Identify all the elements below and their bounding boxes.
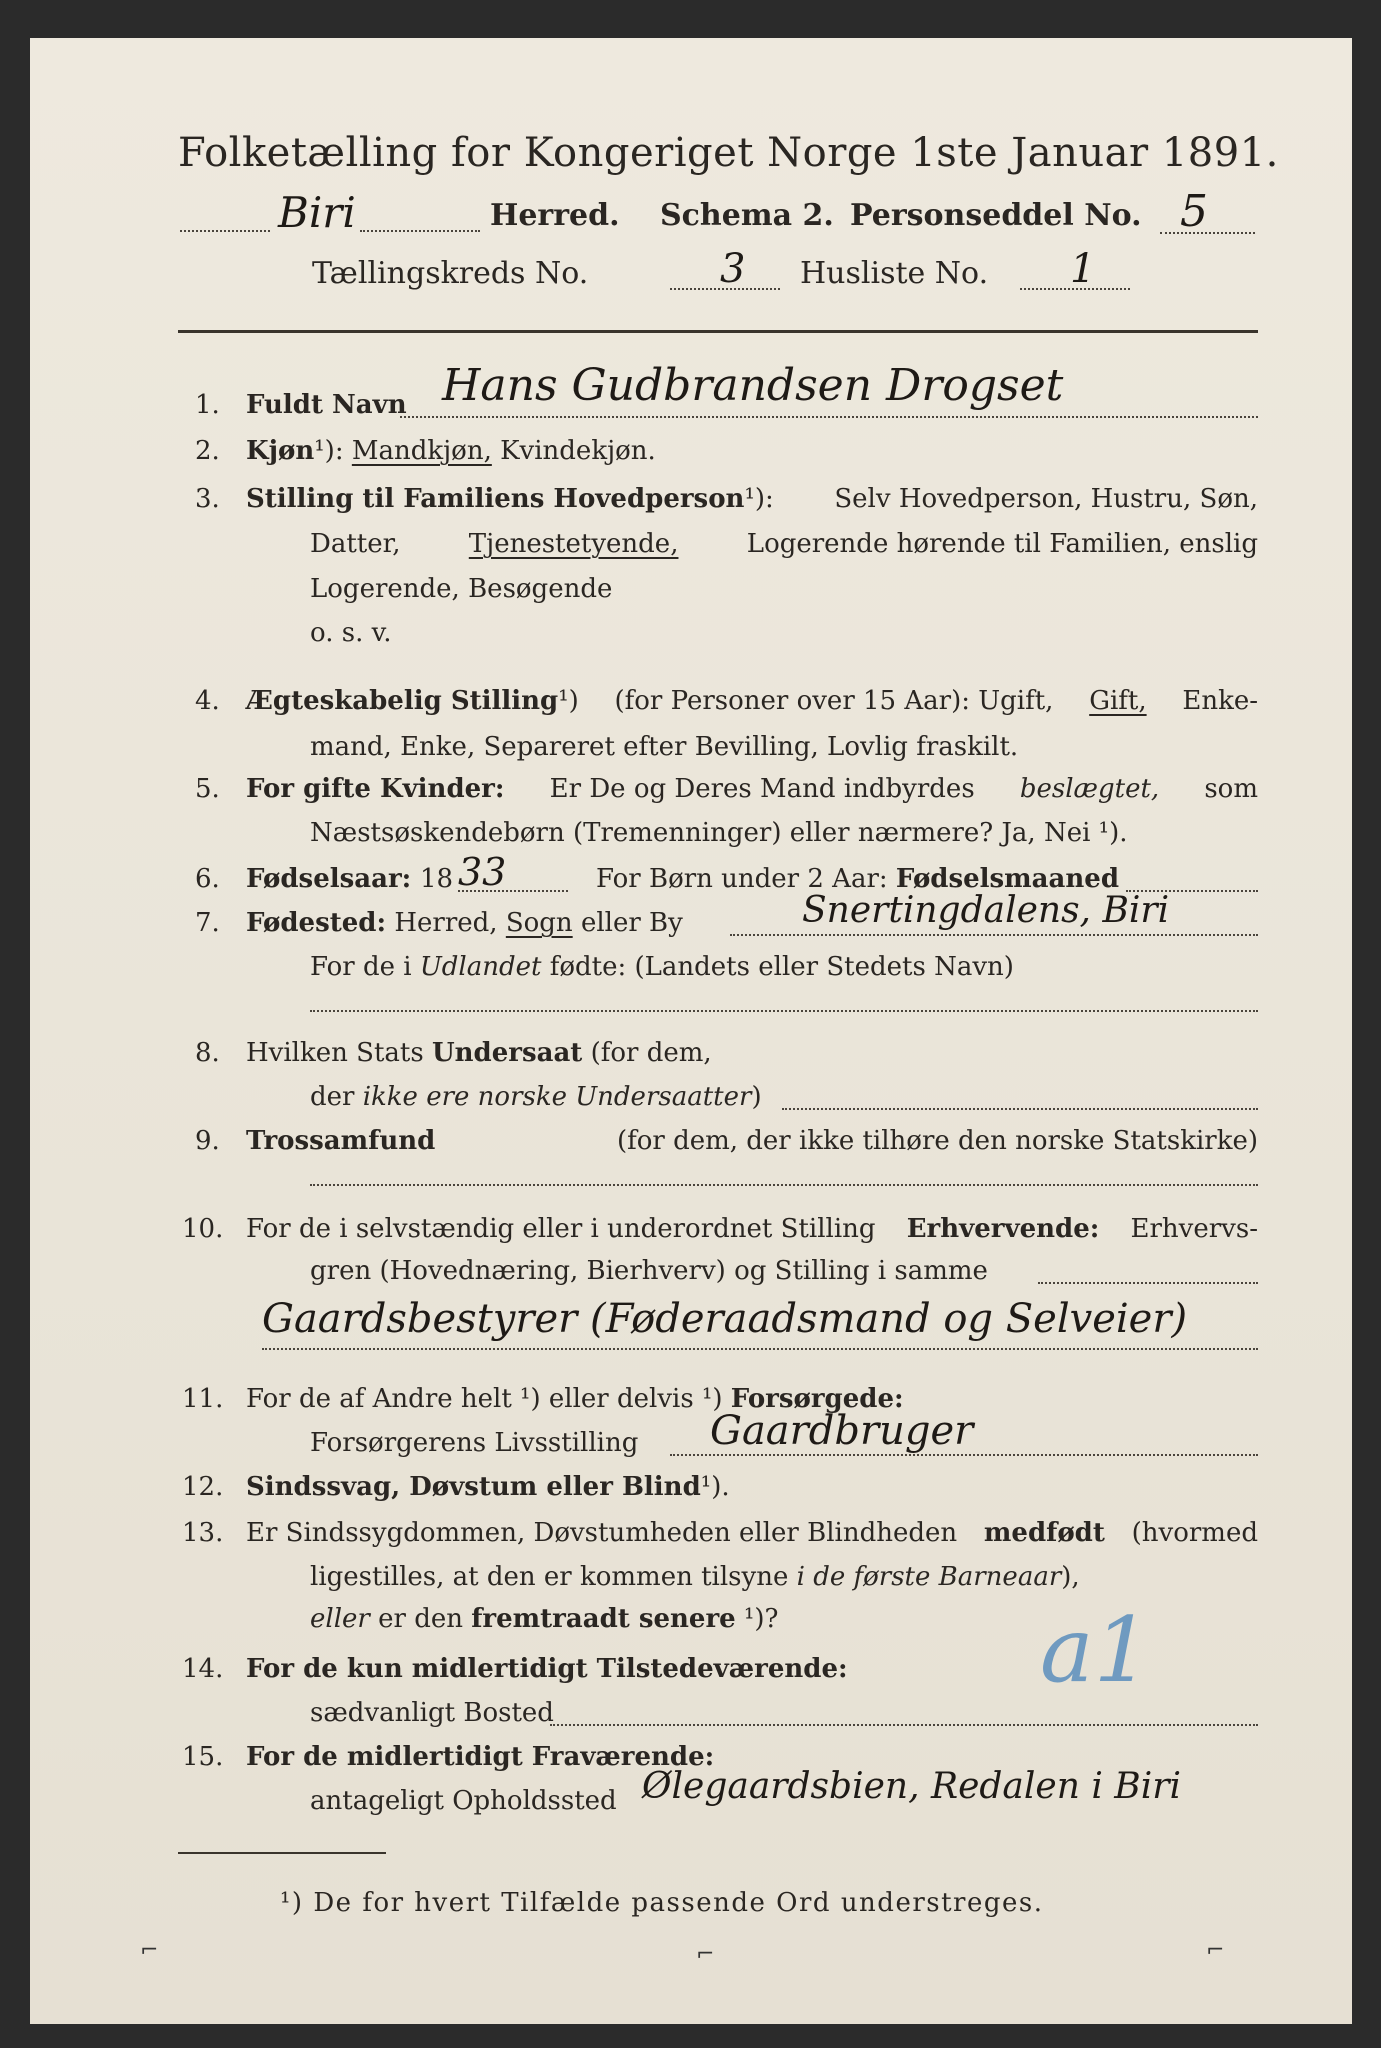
husliste-label: Husliste No. bbox=[800, 256, 989, 291]
trossamfund-text: (for dem, der ikke tilhøre den norske Statskirke) bbox=[616, 1126, 1258, 1156]
corner-mark-icon: ⌐ bbox=[696, 1942, 715, 1967]
footnote-ref: ¹): bbox=[744, 484, 774, 514]
stilling-line-2 bbox=[310, 529, 1258, 559]
medfodt-barneaar: i de første Barneaar bbox=[796, 1562, 1062, 1592]
trossamfund-line bbox=[246, 1126, 1258, 1156]
dotted-line bbox=[400, 416, 1258, 418]
medfodt-eller: eller bbox=[310, 1604, 370, 1634]
opholdssted-label: antageligt Opholdssted bbox=[310, 1786, 617, 1816]
footnote-ref: ¹) bbox=[558, 686, 579, 716]
item-number: 15. bbox=[182, 1742, 224, 1772]
personseddel-label: Personseddel No. bbox=[850, 198, 1142, 233]
stilling-osv: o. s. v. bbox=[310, 618, 392, 648]
fodselsaar-prefix: 18 bbox=[420, 864, 454, 894]
aegteskab-label: Ægteskabelig Stilling bbox=[246, 686, 559, 716]
kreds-handwritten: 3 bbox=[720, 246, 746, 292]
item-number: 14. bbox=[182, 1654, 224, 1684]
herred-handwritten: Biri bbox=[278, 188, 356, 237]
erhverv-line-2: gren (Hovednæring, Bierhverv) og Stilling i samme bbox=[310, 1256, 988, 1286]
medfodt-label: medfødt bbox=[983, 1518, 1105, 1548]
dotted-line bbox=[458, 890, 568, 892]
fuldt-navn-label: Fuldt Navn bbox=[246, 390, 407, 420]
fodselsaar-handwritten: 33 bbox=[458, 850, 507, 894]
aegteskab-options-1: (for Personer over 15 Aar): Ugift, bbox=[614, 686, 1054, 716]
census-form-sheet bbox=[30, 38, 1352, 2024]
erhverv-text-1: For de i selvstændig eller i underordnet Stilling bbox=[246, 1214, 876, 1244]
fravaerende-label: For de midlertidigt Fraværende: bbox=[246, 1742, 715, 1772]
medfodt-line-1 bbox=[246, 1518, 1258, 1548]
undersaat-paren: ) bbox=[751, 1082, 762, 1112]
personseddel-handwritten: 5 bbox=[1180, 186, 1208, 237]
husliste-handwritten: 1 bbox=[1070, 246, 1096, 292]
item-number: 10. bbox=[182, 1214, 224, 1244]
item-number: 8. bbox=[195, 1038, 220, 1068]
option-mandkjon: Mandkjøn, bbox=[351, 436, 492, 466]
dotted-line bbox=[550, 1724, 1258, 1726]
item-number: 4. bbox=[195, 686, 220, 716]
dotted-line bbox=[1038, 1282, 1258, 1284]
dotted-line bbox=[310, 1010, 1258, 1012]
blue-pencil-annotation: a1 bbox=[1040, 1598, 1151, 1703]
medfodt-er-den: er den bbox=[378, 1604, 463, 1634]
forsorget-text: For de af Andre helt ¹) eller delvis ¹) bbox=[246, 1384, 723, 1414]
dotted-line bbox=[1020, 288, 1130, 290]
medfodt-paren: ), bbox=[1061, 1562, 1080, 1592]
stilling-options-2: Logerende hørende til Familien, enslig bbox=[746, 529, 1258, 559]
undersaat-text-2: (for dem, bbox=[590, 1038, 712, 1068]
footnote-ref: ¹)? bbox=[743, 1604, 779, 1634]
fremtraadt-label: fremtraadt senere bbox=[471, 1604, 736, 1634]
fodested-label: Fødested: bbox=[246, 908, 387, 938]
livsstilling-handwritten: Gaardbruger bbox=[710, 1408, 974, 1454]
paper bbox=[30, 38, 1352, 2024]
medfodt-text-3: ligestilles, at den er kommen tilsyne bbox=[310, 1562, 789, 1592]
trossamfund-label: Trossamfund bbox=[246, 1126, 436, 1156]
dotted-line bbox=[262, 1348, 1258, 1350]
stilling-options-3: Logerende, Besøgende bbox=[310, 574, 613, 604]
item-number: 9. bbox=[195, 1126, 220, 1156]
erhvervende-label: Erhvervende: bbox=[906, 1214, 1100, 1244]
fodested-line-2 bbox=[310, 952, 1014, 982]
item-number: 2. bbox=[195, 436, 220, 466]
gifte-beslaegtet: beslægtet, bbox=[1019, 774, 1160, 804]
fodested-line-1 bbox=[246, 908, 683, 938]
undersaat-line-2 bbox=[310, 1082, 762, 1112]
sindssvag-label: Sindssvag, Døvstum eller Blind bbox=[246, 1472, 701, 1502]
gifte-line-2: Næstsøskendebørn (Tremenninger) eller nærmere? Ja, Nei ¹). bbox=[310, 818, 1128, 848]
bosted-label: sædvanligt Bosted bbox=[310, 1698, 554, 1728]
option-gift: Gift, bbox=[1089, 686, 1147, 716]
footnote-ref: ¹): bbox=[314, 436, 344, 466]
dotted-line bbox=[670, 288, 780, 290]
sindssvag-line bbox=[246, 1472, 730, 1502]
undersaat-ikke: ikke ere norske Undersaatter bbox=[362, 1082, 752, 1112]
undersaat-text-1: Hvilken Stats bbox=[246, 1038, 424, 1068]
footnote-ref: ¹). bbox=[700, 1472, 730, 1502]
dotted-line bbox=[360, 230, 480, 232]
option-datter: Datter, bbox=[310, 529, 401, 559]
forsorger-livsstilling-label: Forsørgerens Livsstilling bbox=[310, 1428, 639, 1458]
aegteskab-options-2: mand, Enke, Separeret efter Bevilling, Lovlig fraskilt. bbox=[310, 732, 1019, 762]
footnote: ¹) De for hvert Tilfælde passende Ord understreges. bbox=[280, 1888, 1044, 1918]
corner-mark-icon: ⌐ bbox=[140, 1938, 159, 1963]
medfodt-line-3 bbox=[310, 1604, 778, 1634]
gifte-som: som bbox=[1204, 774, 1258, 804]
stilling-options-1: Selv Hovedperson, Hustru, Søn, bbox=[834, 484, 1258, 514]
undersaat-label: Undersaat bbox=[431, 1038, 583, 1068]
medfodt-text-2: (hvormed bbox=[1131, 1518, 1258, 1548]
gifte-kvinder-label: For gifte Kvinder: bbox=[246, 774, 505, 804]
option-sogn: Sogn bbox=[505, 908, 573, 938]
fodselsmaaned-label: Fødselsmaaned bbox=[895, 864, 1120, 894]
medfodt-text-1: Er Sindssygdommen, Døvstumheden eller Blindheden bbox=[246, 1518, 958, 1548]
medfodt-line-2 bbox=[310, 1562, 1080, 1592]
fodested-handwritten: Snertingdalens, Biri bbox=[802, 890, 1170, 931]
fodselsaar-label: Fødselsaar: bbox=[246, 864, 412, 894]
udland-text-3: fødte: (Landets eller Stedets Navn) bbox=[549, 952, 1014, 982]
item-number: 6. bbox=[195, 864, 220, 894]
option-herred: Herred, bbox=[394, 908, 498, 938]
option-kvindekjon: Kvindekjøn. bbox=[500, 436, 656, 466]
forsorgede-label: Forsørgede: bbox=[730, 1384, 904, 1414]
opholdssted-handwritten: Ølegaardsbien, Redalen i Biri bbox=[642, 1766, 1181, 1807]
item-number: 11. bbox=[182, 1384, 224, 1414]
dotted-line bbox=[180, 230, 270, 232]
item-number: 5. bbox=[195, 774, 220, 804]
item-number: 13. bbox=[182, 1518, 224, 1548]
form-title: Folketælling for Kongeriget Norge 1ste Januar 1891. bbox=[178, 130, 1279, 176]
tilstedevaerende-label: For de kun midlertidigt Tilstedeværende: bbox=[246, 1654, 848, 1684]
stilling-label: Stilling til Familiens Hovedperson bbox=[246, 484, 745, 514]
dotted-line bbox=[782, 1108, 1258, 1110]
dotted-line bbox=[670, 1454, 1258, 1456]
option-enke: Enke- bbox=[1182, 686, 1258, 716]
item-number: 1. bbox=[195, 390, 220, 420]
name-handwritten: Hans Gudbrandsen Drogset bbox=[442, 360, 1064, 411]
stilling-line-1 bbox=[246, 484, 1258, 514]
udland-text-1: For de i bbox=[310, 952, 412, 982]
footnote-rule bbox=[178, 1852, 386, 1854]
kreds-label: Tællingskreds No. bbox=[312, 256, 589, 291]
aegteskab-line-1 bbox=[246, 686, 1258, 716]
erhverv-text-2: Erhvervs- bbox=[1130, 1214, 1258, 1244]
item-number: 7. bbox=[195, 908, 220, 938]
kjon-line bbox=[246, 436, 656, 466]
born-under-2-text: For Børn under 2 Aar: bbox=[596, 864, 888, 894]
item-number: 12. bbox=[182, 1472, 224, 1502]
undersaat-der: der bbox=[310, 1082, 355, 1112]
corner-mark-icon: ⌐ bbox=[1206, 1938, 1225, 1963]
gifte-line-1 bbox=[246, 774, 1258, 804]
udland-text-2: Udlandet bbox=[419, 952, 542, 982]
dotted-line bbox=[730, 934, 1258, 936]
undersaat-line-1 bbox=[246, 1038, 712, 1068]
option-by: eller By bbox=[580, 908, 683, 938]
header-rule bbox=[178, 330, 1258, 333]
herred-label: Herred. bbox=[490, 198, 620, 233]
gifte-text: Er De og Deres Mand indbyrdes bbox=[549, 774, 975, 804]
kjon-label: Kjøn bbox=[246, 436, 315, 466]
dotted-line bbox=[310, 1184, 1258, 1186]
erhverv-line-1 bbox=[246, 1214, 1258, 1244]
erhverv-handwritten: Gaardsbestyrer (Føderaadsmand og Selveier) bbox=[262, 1296, 1188, 1342]
option-tjenestetyende: Tjenestetyende, bbox=[468, 529, 679, 559]
dotted-line bbox=[1160, 232, 1255, 234]
schema-label: Schema 2. bbox=[660, 198, 834, 233]
item-number: 3. bbox=[195, 484, 220, 514]
